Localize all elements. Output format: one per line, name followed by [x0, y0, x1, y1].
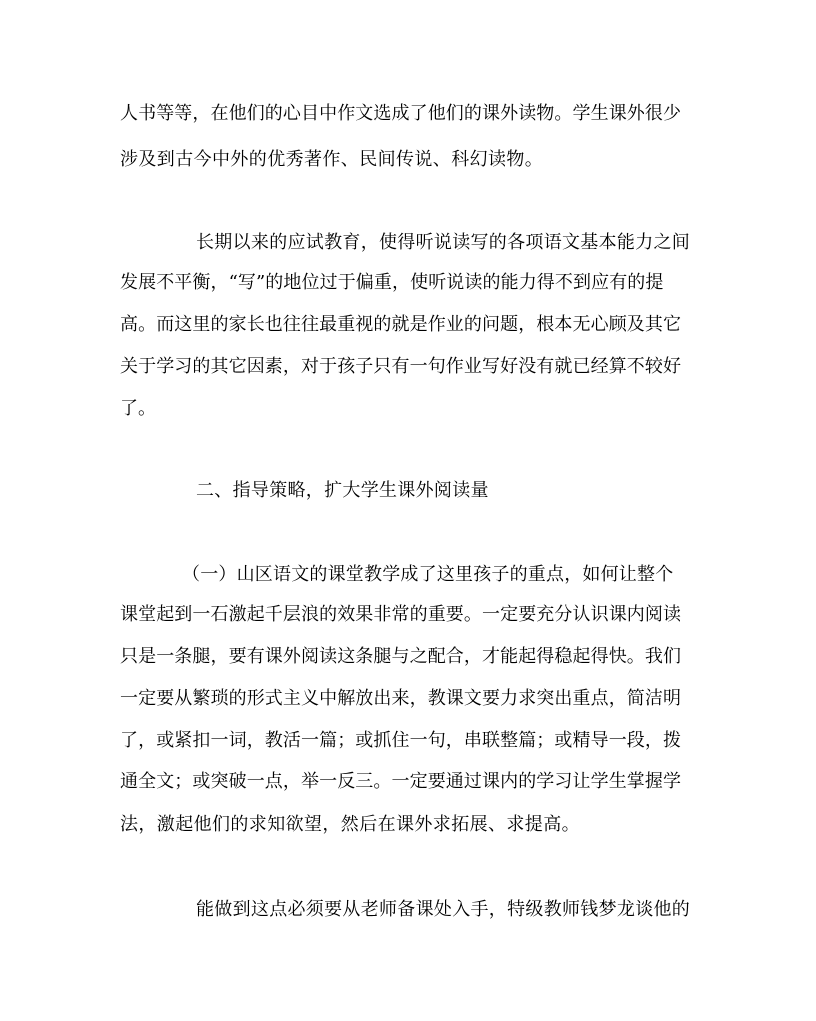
- text-line: （一）山区语文的课堂教学成了这里孩子的重点，如何让整个: [182, 564, 674, 585]
- text-line: 一定要从繁琐的形式主义中解放出来，教课文要力求突出重点，简洁明: [120, 688, 682, 709]
- paragraph-4-line-2: [0, 601, 816, 629]
- paragraph-2-line-1: [0, 229, 816, 257]
- text-line: 人书等等，在他们的心目中作文选成了他们的课外读物。学生课外很少: [120, 103, 682, 124]
- paragraph-2-line-3: [0, 311, 816, 339]
- paragraph-2-line-5: [0, 395, 816, 423]
- text-line: 了。: [120, 398, 156, 419]
- paragraph-2-line-4: [0, 353, 816, 381]
- text-line: 长期以来的应试教育，使得听说读写的各项语文基本能力之间: [196, 232, 691, 253]
- text-line: 法，激起他们的求知欲望，然后在课外求拓展、求提高。: [120, 814, 580, 835]
- text-line: 发展不平衡，“写”的地位过于偏重，使听说读的能力得不到应有的提: [120, 272, 664, 293]
- paragraph-1-line-2: [0, 146, 816, 174]
- paragraph-4-line-3: [0, 643, 816, 671]
- text-line: 高。而这里的家长也往往最重视的就是作业的问题，根本无心顾及其它: [120, 314, 682, 335]
- paragraph-5-line-1: [0, 896, 816, 924]
- text-line: 涉及到古今中外的优秀著作、民间传说、科幻读物。: [120, 149, 544, 170]
- heading-text: 二、指导策略，扩大学生课外阅读量: [196, 480, 489, 501]
- text-line: 了，或紧扣一词，教活一篇；或抓住一句，串联整篇；或精导一段，拨: [120, 730, 682, 751]
- paragraph-4-line-1: [0, 561, 816, 589]
- text-line: 课堂起到一石激起千层浪的效果非常的重要。一定要充分认识课内阅读: [120, 604, 682, 625]
- text-line: 能做到这点必须要从老师备课处入手，特级教师钱梦龙谈他的: [196, 899, 691, 920]
- paragraph-1-line-1: [0, 100, 816, 128]
- text-line: 通全文；或突破一点，举一反三。一定要通过课内的学习让学生掌握学: [120, 771, 682, 792]
- paragraph-4-line-7: [0, 811, 816, 839]
- paragraph-4-line-4: [0, 685, 816, 713]
- text-line: 关于学习的其它因素，对于孩子只有一句作业写好没有就已经算不较好: [120, 356, 682, 377]
- text-line: 只是一条腿，要有课外阅读这条腿与之配合，才能起得稳起得快。我们: [120, 646, 682, 667]
- paragraph-2-line-2: [0, 269, 816, 297]
- paragraph-4-line-6: [0, 768, 816, 796]
- section-heading: [0, 477, 816, 505]
- paragraph-4-line-5: [0, 727, 816, 755]
